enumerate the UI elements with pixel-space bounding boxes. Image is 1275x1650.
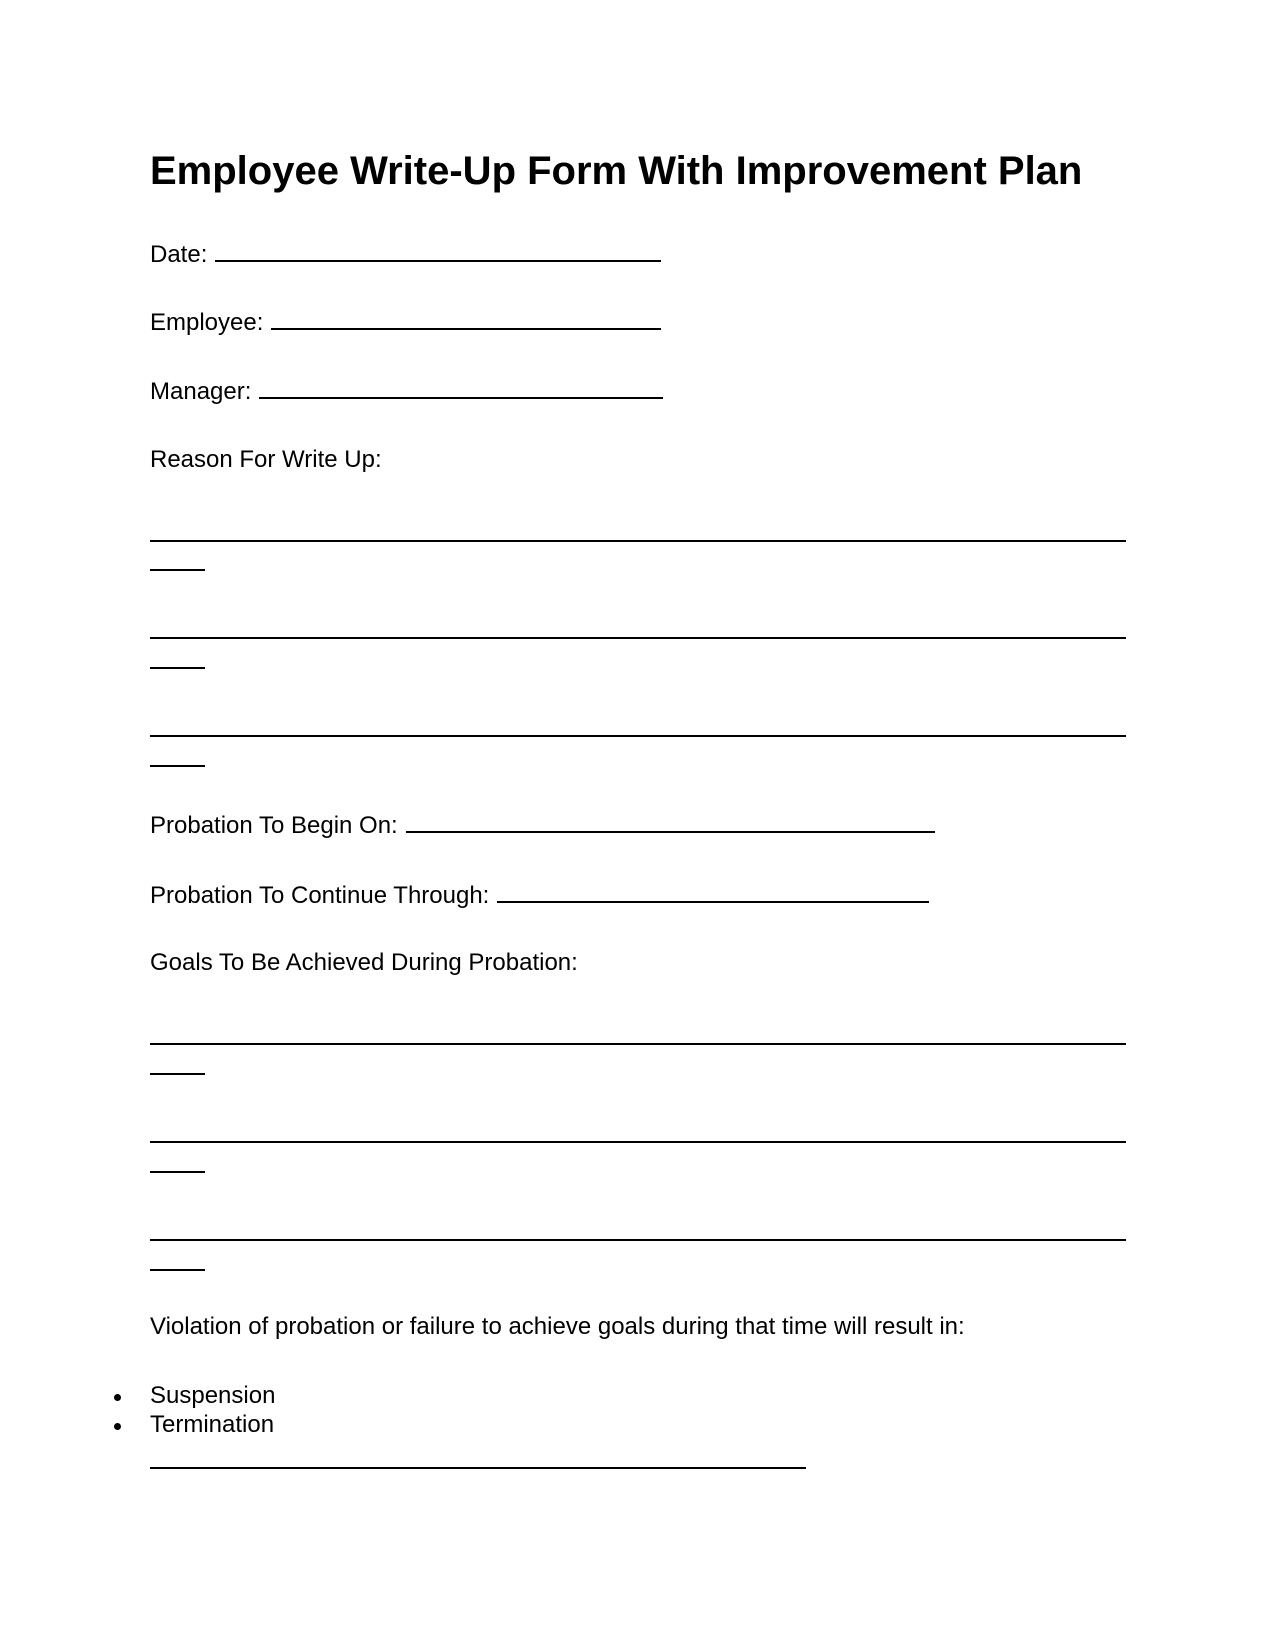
probation-through-label: Probation To Continue Through:: [150, 882, 490, 909]
option-termination-label: Termination: [150, 1411, 275, 1438]
probation-through-field[interactable]: [497, 879, 929, 903]
goals-label: Goals To Be Achieved During Probation:: [150, 949, 578, 976]
date-field[interactable]: [215, 238, 661, 262]
probation-begin-row: [150, 809, 935, 841]
bullet-icon: [114, 1394, 121, 1401]
goals-line-1[interactable]: [150, 1043, 1126, 1045]
manager-label: Manager:: [150, 378, 252, 405]
reason-line-3[interactable]: [150, 735, 1126, 737]
date-row: [150, 238, 661, 270]
reason-line-1-continuation: [150, 569, 205, 571]
reason-line-2[interactable]: [150, 637, 1126, 639]
consequence-statement: Violation of probation or failure to achieve goals during that time will result in:: [150, 1313, 965, 1340]
reason-line-1[interactable]: [150, 540, 1126, 542]
goals-line-3[interactable]: [150, 1239, 1126, 1241]
probation-begin-field[interactable]: [406, 809, 935, 833]
employee-row: [150, 306, 661, 338]
reason-line-2-continuation: [150, 667, 205, 669]
other-consequence-line[interactable]: [150, 1467, 806, 1469]
date-label: Date:: [150, 241, 208, 268]
option-termination: [150, 1411, 274, 1440]
reason-label: Reason For Write Up:: [150, 446, 382, 473]
probation-through-row: [150, 879, 929, 911]
goals-line-2[interactable]: [150, 1141, 1126, 1143]
form-title: Employee Write-Up Form With Improvement Plan: [150, 149, 1083, 193]
probation-begin-label: Probation To Begin On:: [150, 812, 398, 839]
employee-field[interactable]: [271, 306, 661, 330]
goals-line-2-continuation: [150, 1171, 205, 1173]
reason-line-3-continuation: [150, 765, 205, 767]
manager-field[interactable]: [259, 375, 663, 399]
manager-row: [150, 375, 663, 407]
option-suspension-label: Suspension: [150, 1382, 276, 1409]
bullet-icon: [114, 1423, 121, 1430]
goals-line-1-continuation: [150, 1073, 205, 1075]
option-suspension: [150, 1382, 275, 1411]
employee-label: Employee:: [150, 309, 264, 336]
goals-line-3-continuation: [150, 1269, 205, 1271]
